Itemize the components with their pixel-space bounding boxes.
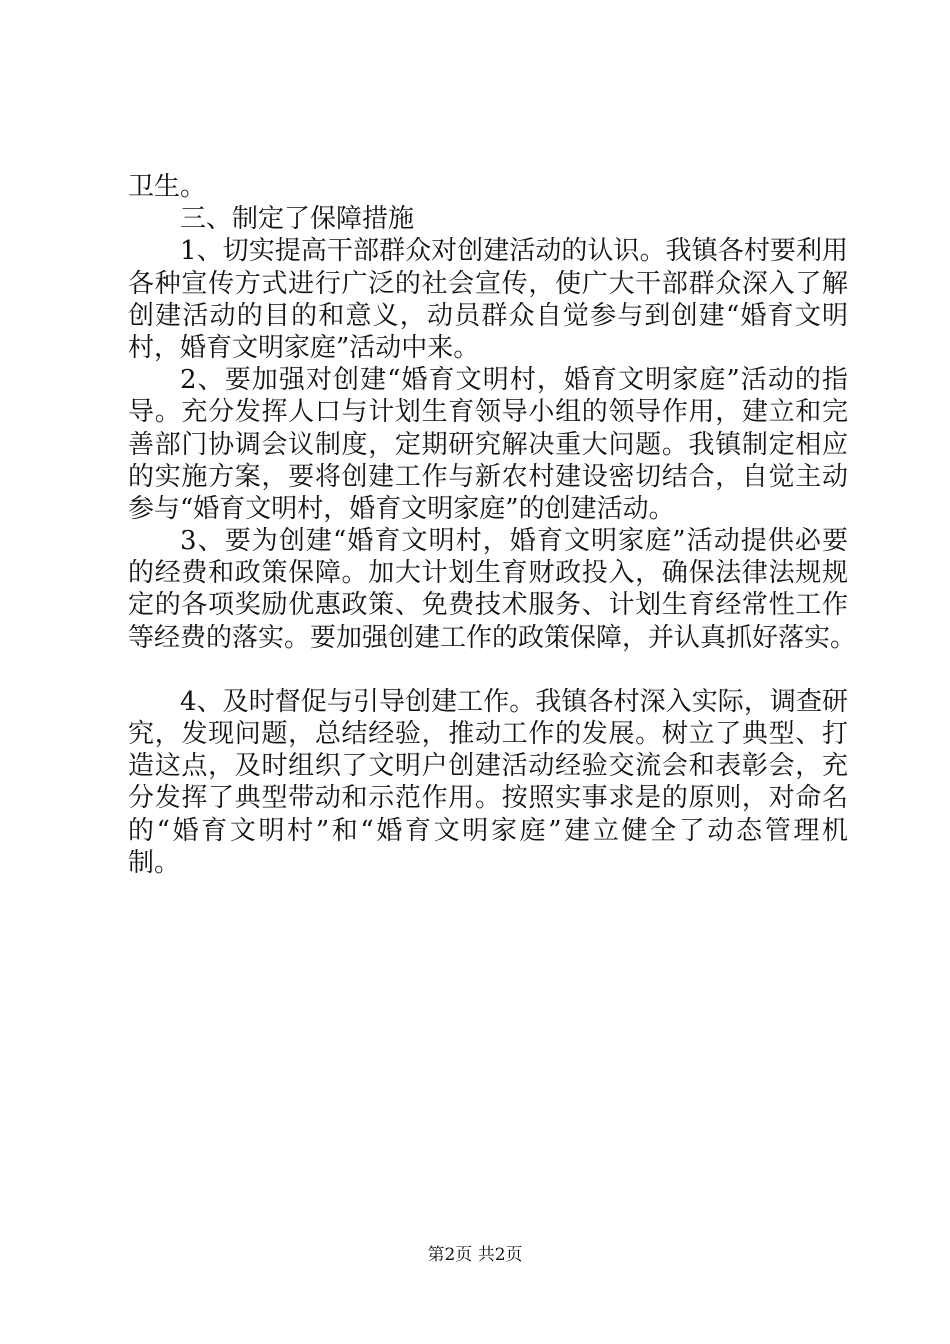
text-line: 4、及时督促与引导创建工作。我镇各村深入实际，调查研 [180, 686, 848, 717]
text-line: 村，婚育文明家庭”活动中来。 [128, 332, 480, 363]
text-line: 3、要为创建“婚育文明村，婚育文明家庭”活动提供必要 [180, 526, 848, 557]
text-line: 善部门协调会议制度，定期研究解决重大问题。我镇制定相应 [128, 429, 848, 460]
paragraph-gap [128, 654, 848, 686]
text-line: 造这点，及时组织了文明户创建活动经验交流会和表彰会，充 [128, 751, 848, 782]
text-line: 分发挥了典型带动和示范作用。按照实事求是的原则，对命名 [128, 783, 848, 814]
text-line: 究，发现问题，总结经验，推动工作的发展。树立了典型、打 [128, 719, 848, 749]
text-line: 卫生。 [128, 172, 207, 202]
text-line: 导。充分发挥人口与计划生育领导小组的领导作用，建立和完 [128, 397, 848, 428]
text-line: 各种宣传方式进行广泛的社会宣传，使广大干部群众深入了解 [128, 268, 848, 299]
text-line: 的实施方案，要将创建工作与新农村建设密切结合，自觉主动 [128, 461, 848, 492]
page-footer [0, 1240, 950, 1265]
page-number: 第2页 共2页 [427, 1245, 523, 1265]
text-line: 2、要加强对创建“婚育文明村，婚育文明家庭”活动的指 [180, 365, 848, 396]
text-line: 的经费和政策保障。加大计划生育财政投入，确保法律法规规 [128, 558, 848, 589]
text-line: 制。 [128, 847, 181, 878]
text-line: 创建活动的目的和意义，动员群众自觉参与到创建“婚育文明 [128, 300, 848, 331]
text-line: 1、切实提高干部群众对创建活动的认识。我镇各村要利用 [180, 236, 848, 267]
text-line: 参与“婚育文明村，婚育文明家庭”的创建活动。 [128, 493, 675, 524]
text-line: 的“婚育文明村”和“婚育文明家庭”建立健全了动态管理机 [128, 815, 848, 846]
document-body [128, 171, 857, 879]
text-line: 等经费的落实。要加强创建工作的政策保障，并认真抓好落实。 [128, 622, 857, 653]
section-heading: 三、制定了保障措施 [180, 204, 415, 235]
text-line: 定的各项奖励优惠政策、免费技术服务、计划生育经常性工作 [128, 590, 848, 621]
